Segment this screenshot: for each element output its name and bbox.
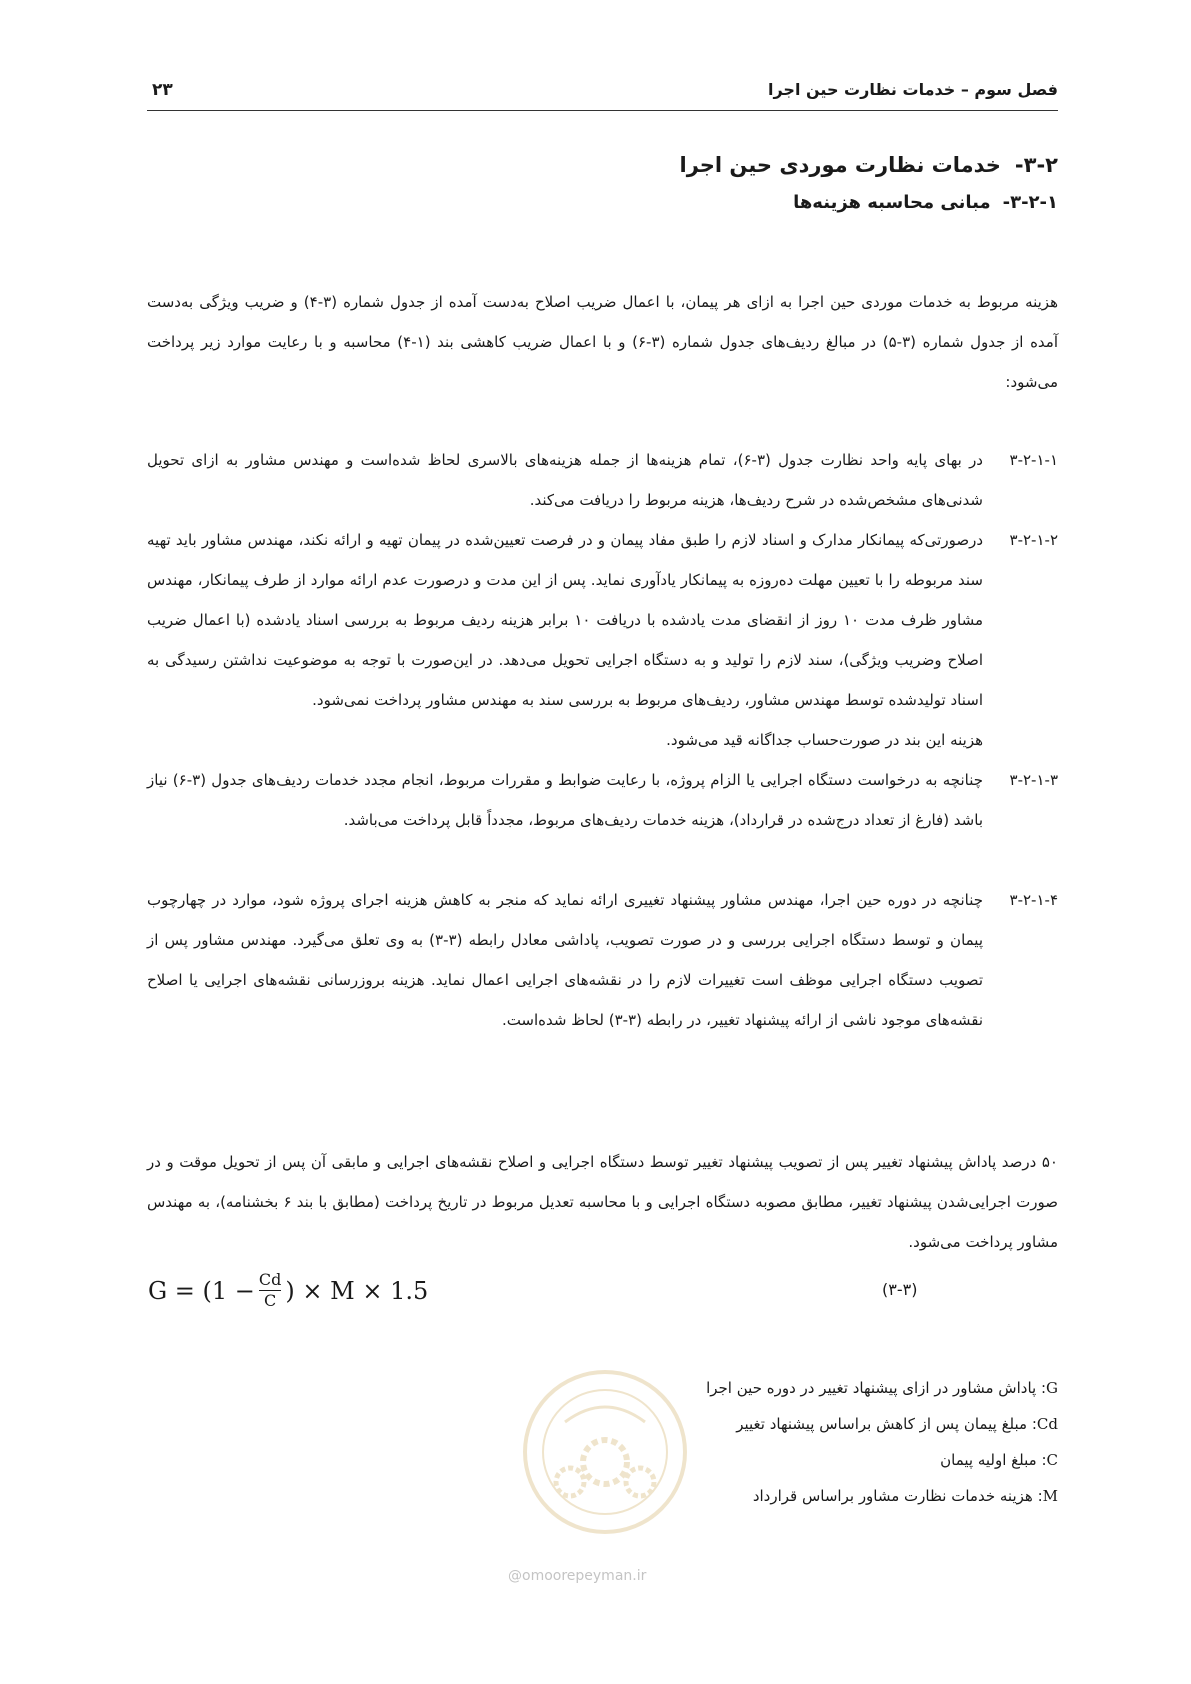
formula-lhs: G = (1 − — [148, 1276, 255, 1305]
clause-number: ۳-۲-۱-۲ — [1009, 531, 1058, 549]
reward-formula — [148, 1272, 428, 1309]
watermark-seal-icon — [515, 1362, 695, 1542]
subsection-heading — [793, 192, 1058, 213]
legend-description: : مبلغ پیمان پس از کاهش براساس پیشنهاد تغییر — [736, 1415, 1037, 1433]
legend-item — [706, 1442, 1058, 1478]
chapter-title: فصل سوم – خدمات نظارت حین اجرا — [767, 80, 1058, 99]
clause-text: در بهای پایه واحد نظارت جدول (۳-۶)، تمام هزینه‌ها از جمله هزینه‌های بالاسری لحاظ شده‌است و مهندس مشاور به ازای تحویل شدنی‌های مشخص‌شده در شرح ردیف‌ها، هزینه مربوط را دریافت می‌کند. — [147, 451, 983, 509]
legend-item — [706, 1370, 1058, 1406]
clause-number: ۳-۲-۱-۱ — [1009, 451, 1058, 469]
clause-2 — [147, 520, 1058, 760]
reward-paragraph: ۵۰ درصد پاداش پیشنهاد تغییر پس از تصویب پیشنهاد تغییر توسط دستگاه اجرایی و اصلاح نقشه‌های اجرایی و مابقی آن پس از تحویل موقت و در صورت اجرایی‌شدن پیشنهاد تغییر، مطابق مصوبه دستگاه اجرایی و با محاسبه تعدیل مربوط در تاریخ پرداخت (مطابق با بند ۶ بخشنامه)، به مهندس مشاور پرداخت می‌شود. — [147, 1153, 1058, 1251]
clause-1 — [147, 440, 1058, 520]
clause-text: چنانچه به درخواست دستگاه اجرایی یا الزام پروژه، با رعایت ضوابط و مقررات مربوط، انجام مجدد خدمات ردیف‌های جدول (۳-۶) نیاز باشد (فارغ از تعداد درج‌شده در قرارداد)، هزینه خدمات ردیف‌های مربوط، مجدداً قابل پرداخت می‌باشد. — [147, 771, 983, 829]
legend-symbol: Cd — [1036, 1415, 1058, 1433]
section-number: ۳-۲- — [1014, 153, 1058, 177]
legend-item — [706, 1406, 1058, 1442]
subsection-title: مبانی محاسبه هزینه‌ها — [793, 192, 991, 213]
formula-fraction — [259, 1272, 281, 1309]
page-header — [147, 72, 1058, 111]
legend-description: : پاداش مشاور در ازای پیشنهاد تغییر در دوره حین اجرا — [706, 1379, 1047, 1397]
legend-description: : مبلغ اولیه پیمان — [940, 1451, 1047, 1469]
legend-symbol: C — [1046, 1451, 1058, 1469]
clause-number: ۳-۲-۱-۳ — [1009, 771, 1058, 789]
section-title: خدمات نظارت موردی حین اجرا — [679, 153, 1001, 177]
legend-symbol: M — [1042, 1487, 1058, 1505]
watermark-site-text: @omoorepeyman.ir — [508, 1568, 647, 1584]
clause-number: ۳-۲-۱-۴ — [1009, 891, 1058, 909]
clause-note: هزینه این بند در صورت‌حساب جداگانه قید می‌شود. — [666, 731, 983, 749]
page-number: ۲۳ — [152, 80, 173, 100]
formula-rhs: ) × M × 1.5 — [285, 1276, 429, 1305]
legend-description: : هزینه خدمات نظارت مشاور براساس قرارداد — [752, 1487, 1043, 1505]
intro-paragraph: هزینه مربوط به خدمات موردی حین اجرا به ازای هر پیمان، با اعمال ضریب اصلاح به‌دست آمده از جدول شماره (۳-۴) و ضریب ویژگی به‌دست آمده از جدول شماره (۳-۵) در مبالغ ردیف‌های جدول شماره (۳-۶) و با اعمال ضریب کاهشی بند (۱-۴) محاسبه و با رعایت موارد زیر پرداخت می‌شود: — [147, 293, 1059, 391]
clause-text: چنانچه در دوره حین اجرا، مهندس مشاور پیشنهاد تغییری ارائه نماید که منجر به کاهش هزینه اجرای پروژه شود، موارد در چهارچوب پیمان و توسط دستگاه اجرایی بررسی و در صورت تصویب، پاداشی معادل رابطه (۳-۳) به وی تعلق می‌گیرد. مهندس مشاور پس از تصویب دستگاه اجرایی موظف است تغییرات لازم را در نقشه‌های اجرایی اعمال نماید. هزینه بروزرسانی نقشه‌های اجرایی یا اصلاح نقشه‌های موجود ناشی از ارائه پیشنهاد تغییر، در رابطه (۳-۳) لحاظ شده‌است. — [147, 891, 984, 1029]
clause-4 — [147, 880, 1058, 1040]
subsection-number: ۳-۲-۱- — [1002, 192, 1058, 213]
section-heading — [680, 153, 1058, 177]
formula-legend — [706, 1370, 1058, 1514]
formula-numerator: Cd — [258, 1270, 282, 1289]
formula-denominator: C — [264, 1291, 277, 1310]
legend-symbol: G — [1046, 1379, 1058, 1397]
equation-number: (۳-۳) — [882, 1280, 918, 1299]
legend-item — [706, 1478, 1058, 1514]
clause-3 — [147, 760, 1058, 840]
clause-text: درصورتی‌که پیمانکار مدارک و اسناد لازم را طبق مفاد پیمان و در فرصت تعیین‌شده در پیمان تهیه و ارائه نکند، مهندس مشاور باید تهیه سند مربوطه را با تعیین مهلت ده‌روزه به پیمانکار یادآوری نماید. پس از این مدت و درصورت عدم ارائه موارد از طرف پیمانکار، مهندس مشاور ظرف مدت ۱۰ روز از انقضای مدت یادشده با دریافت ۱۰ برابر هزینه ردیف مربوط به بررسی اسناد یادشده (با اعمال ضریب اصلاح وضریب ویژگی)، سند لازم را تولید و به دستگاه اجرایی تحویل می‌دهد. در این‌صورت با توجه به موضوعیت نداشتن رسیدگی به اسناد تولیدشده توسط مهندس مشاور، ردیف‌های مربوط به بررسی سند به مهندس مشاور پرداخت نمی‌شود. — [147, 531, 983, 709]
